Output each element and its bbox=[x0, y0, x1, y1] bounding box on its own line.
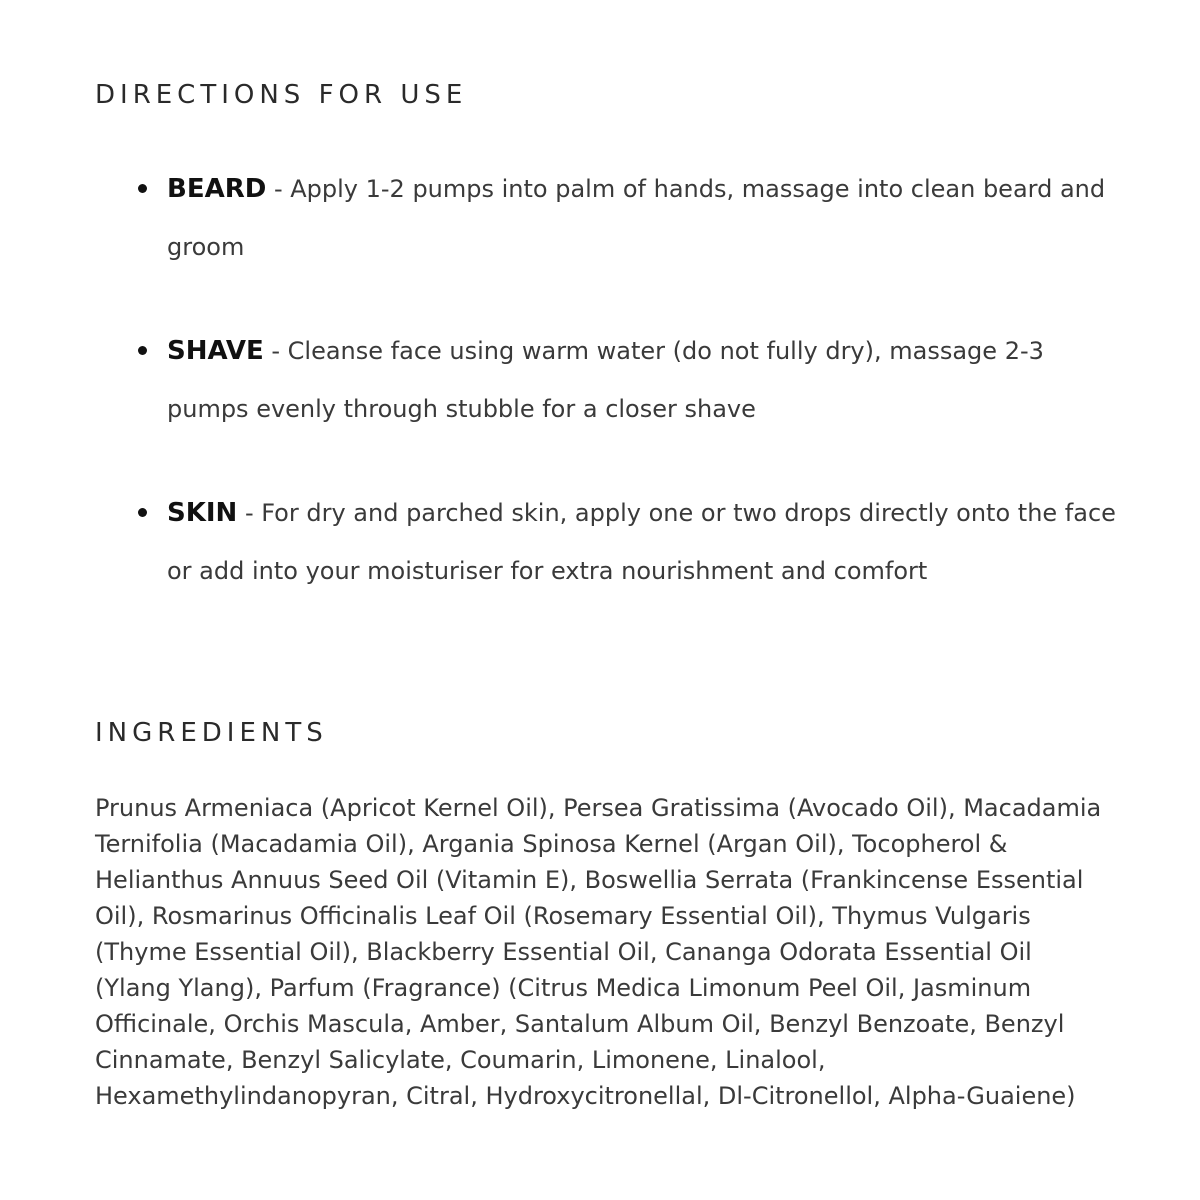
direction-term: BEARD bbox=[167, 174, 267, 204]
direction-item-beard bbox=[167, 160, 1127, 276]
direction-text: - Cleanse face using warm water (do not fully dry), massage 2-3 pumps evenly through stubble for a closer shave bbox=[167, 337, 1044, 423]
direction-item-skin bbox=[167, 484, 1127, 600]
directions-list bbox=[167, 160, 1127, 646]
direction-term: SKIN bbox=[167, 498, 238, 528]
ingredients-list-text: Prunus Armeniaca (Apricot Kernel Oil), Persea Gratissima (Avocado Oil), Macadamia Ternifolia (Macadamia Oil), Argania Spinosa Kernel (Argan Oil), Tocopherol & Helianthus Annuus Seed Oil (Vitamin E), Boswellia Serrata (Frankincense Essential Oil), Rosmarinus Officinalis Leaf Oil (Rosemary Essential Oil), Thymus Vulgaris (Thyme Essential Oil), Blackberry Essential Oil, Cananga Odorata Essential Oil (Ylang Ylang), Parfum (Fragrance) (Citrus Medica Limonum Peel Oil, Jasminum Officinale, Orchis Mascula, Amber, Santalum Album Oil, Benzyl Benzoate, Benzyl Cinnamate, Benzyl Salicylate, Coumarin, Limonene, Linalool, Hexamethylindanopyran, Citral, Hydroxycitronellal, Dl-Citronellol, Alpha-Guaiene) bbox=[95, 794, 1102, 1110]
bullet-icon bbox=[138, 508, 147, 517]
direction-text: - Apply 1-2 pumps into palm of hands, massage into clean beard and groom bbox=[167, 175, 1106, 261]
direction-term: SHAVE bbox=[167, 336, 264, 366]
bullet-icon bbox=[138, 346, 147, 355]
direction-item-shave bbox=[167, 322, 1127, 438]
bullet-icon bbox=[138, 184, 147, 193]
direction-text: - For dry and parched skin, apply one or two drops directly onto the face or add into your moisturiser for extra nourishment and comfort bbox=[167, 499, 1116, 585]
directions-heading: DIRECTIONS FOR USE bbox=[95, 80, 468, 110]
ingredients-heading: INGREDIENTS bbox=[95, 718, 328, 748]
